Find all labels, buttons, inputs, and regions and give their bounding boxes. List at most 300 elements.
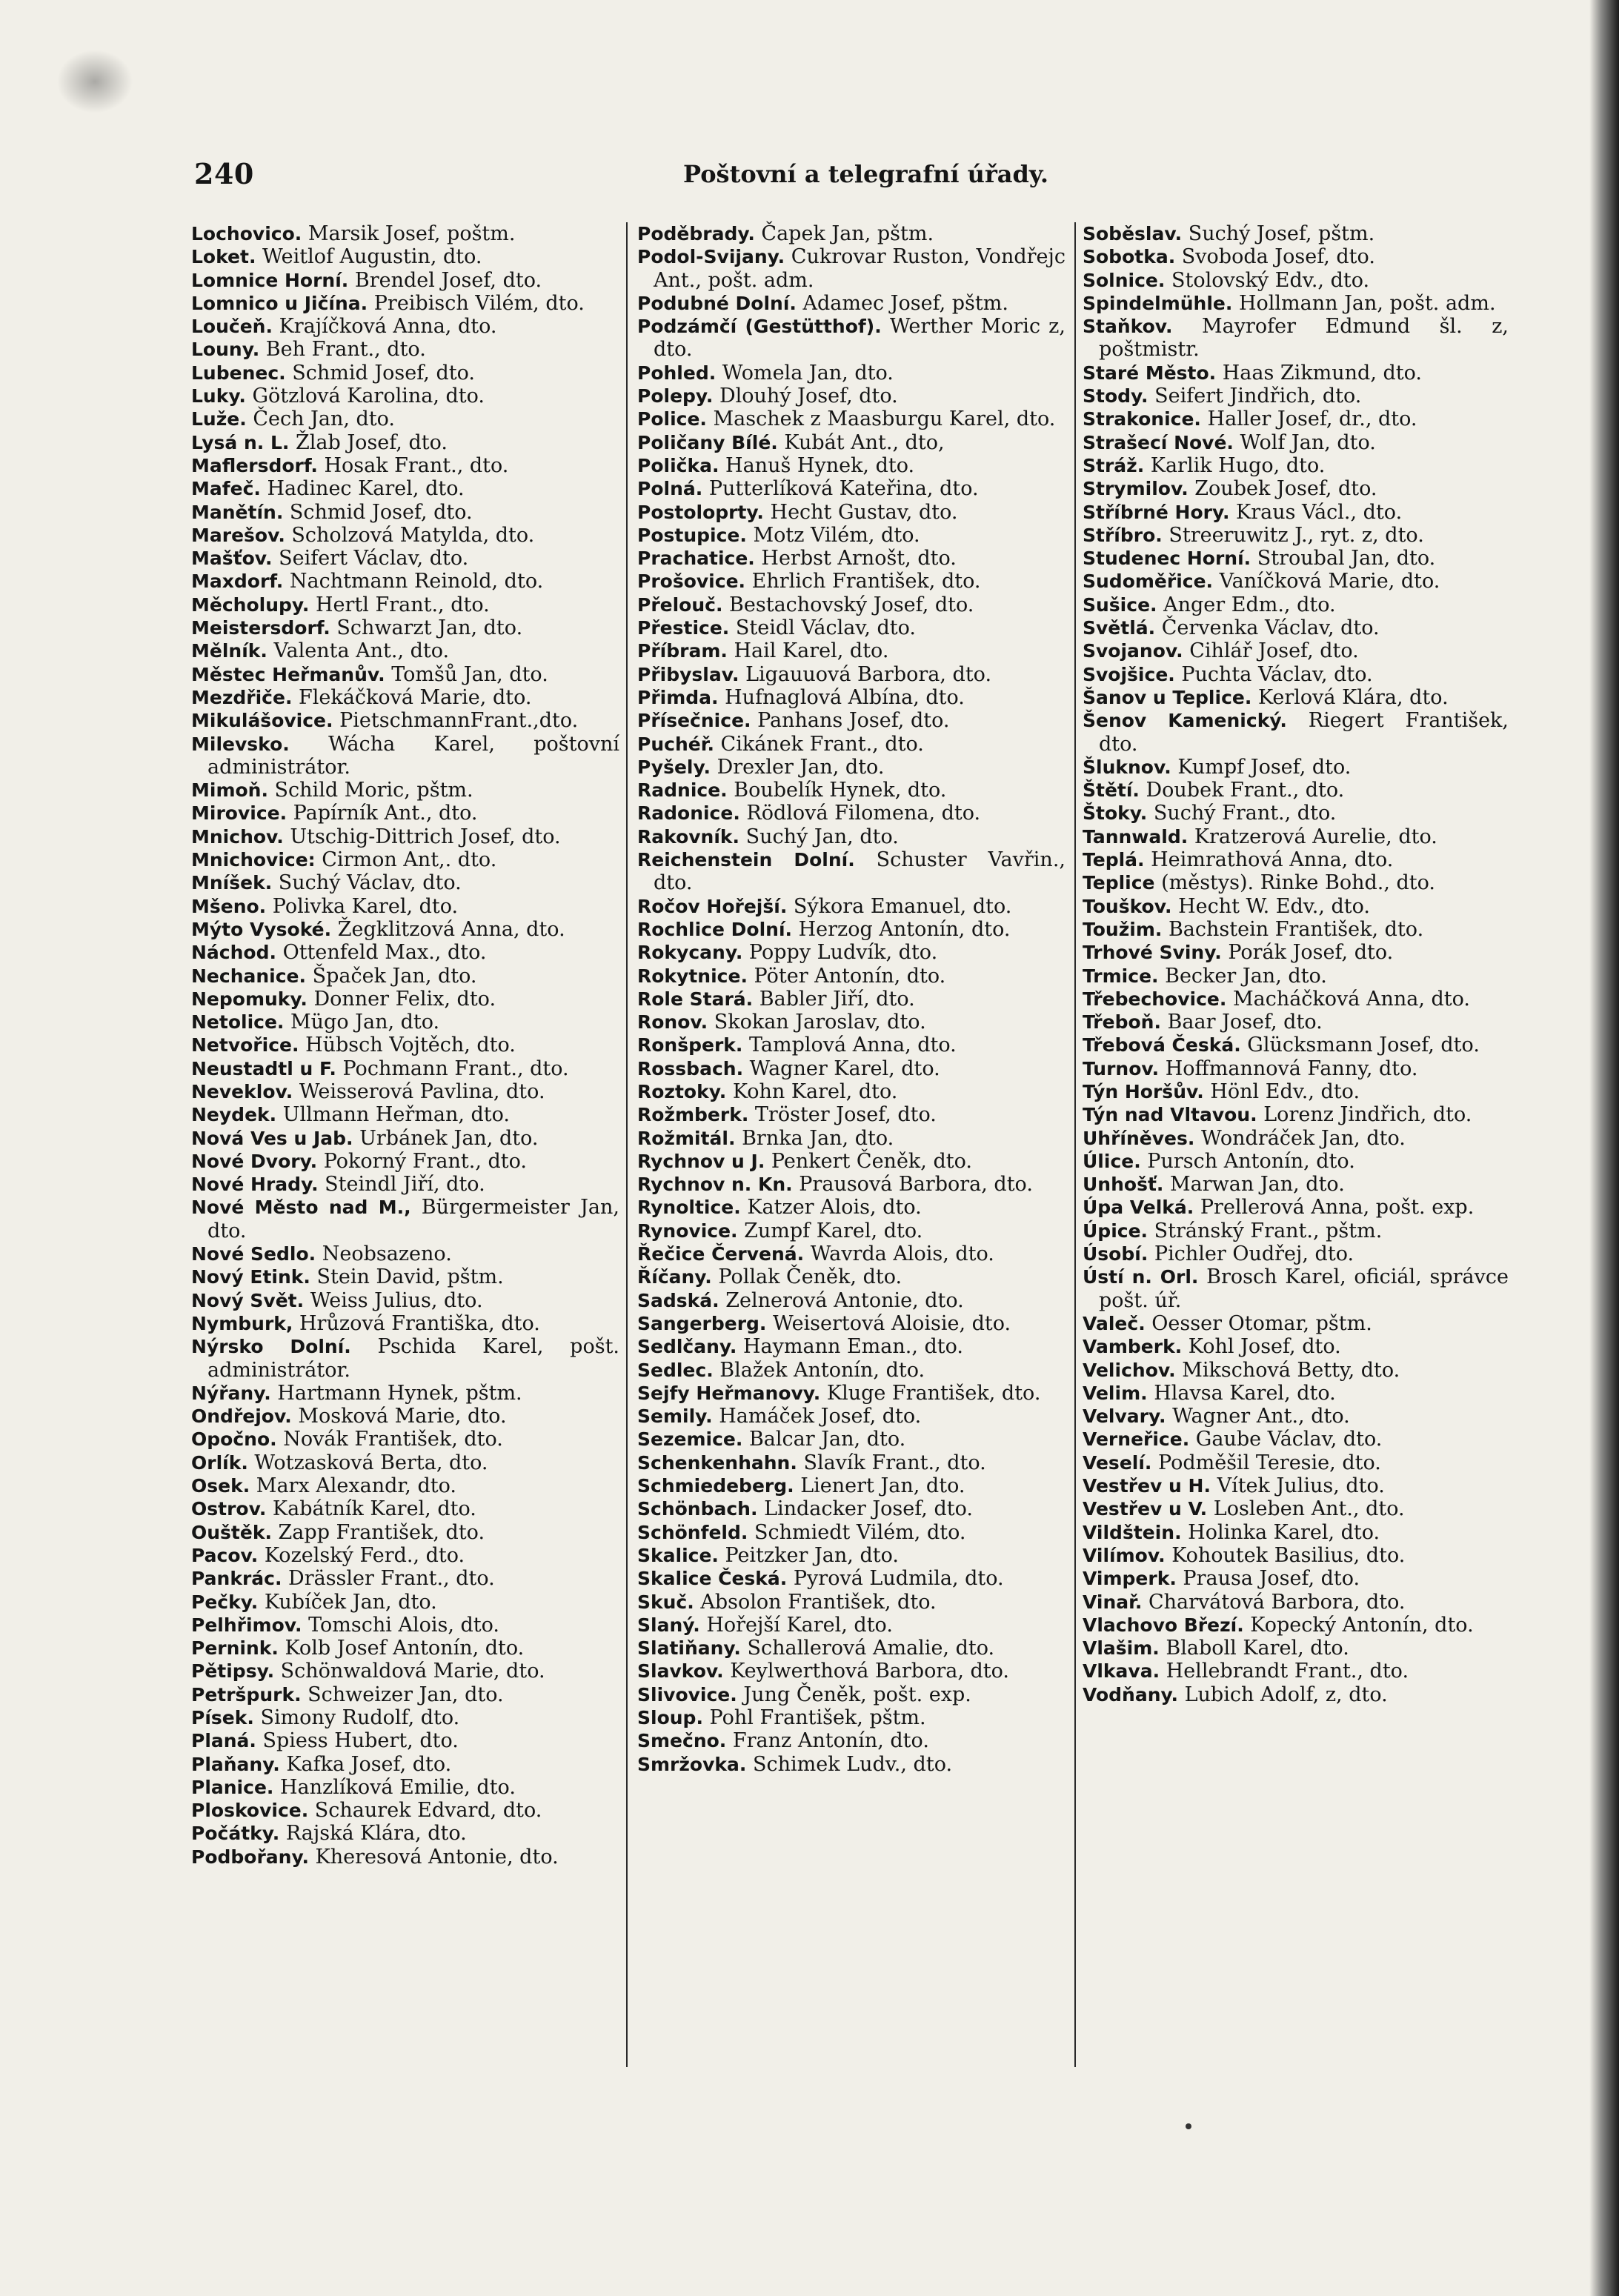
- directory-entry: [637, 1196, 1066, 1219]
- entry-place: Manětín.: [191, 501, 284, 523]
- entry-postmaster: Urbánek Jan, dto.: [353, 1126, 539, 1150]
- entry-postmaster: Suchý Josef, pštm.: [1182, 222, 1375, 245]
- directory-entry: [191, 1591, 619, 1614]
- entry-postmaster: Pyrová Ludmila, dto.: [787, 1567, 1004, 1591]
- entry-postmaster: Peitzker Jan, dto.: [718, 1543, 899, 1567]
- entry-postmaster: Blaboll Karel, dto.: [1159, 1637, 1349, 1660]
- entry-place: Přibyslav.: [637, 663, 739, 685]
- entry-postmaster: Pohl František, pštm.: [702, 1706, 926, 1729]
- entry-postmaster: Riegert František, dto.: [1099, 709, 1515, 756]
- entry-postmaster: Motz Vilém, dto.: [746, 523, 920, 547]
- entry-place: Týn nad Vltavou.: [1083, 1104, 1257, 1126]
- directory-entry: [191, 639, 619, 662]
- entry-postmaster: Bachstein František, dto.: [1162, 917, 1424, 941]
- directory-entry: [1083, 1382, 1509, 1405]
- entry-place: Vlašim.: [1083, 1637, 1160, 1660]
- entry-place: Mafeč.: [191, 478, 261, 500]
- entry-postmaster: Losleben Ant., dto.: [1207, 1497, 1405, 1521]
- directory-entry: [191, 1706, 619, 1729]
- directory-entry: [191, 1567, 619, 1590]
- directory-entry: [191, 1637, 619, 1660]
- directory-entry: [191, 570, 619, 593]
- entry-place: Světlá.: [1083, 617, 1156, 639]
- directory-entry: [1083, 1196, 1509, 1219]
- entry-place: Stříbro.: [1083, 524, 1163, 546]
- entry-postmaster: Skokan Jaroslav, dto.: [708, 1011, 926, 1034]
- entry-postmaster: Marwan Jan, dto.: [1163, 1173, 1345, 1197]
- entry-place: Luže.: [191, 408, 247, 430]
- entry-place: Trhové Sviny.: [1083, 942, 1222, 964]
- entry-postmaster: Polivka Karel, dto.: [266, 894, 459, 918]
- entry-postmaster: Čapek Jan, pštm.: [754, 222, 934, 245]
- entry-place: Úlice.: [1083, 1150, 1141, 1172]
- directory-entry: [191, 1799, 619, 1822]
- entry-postmaster: Maschek z Maasburgu Karel, dto.: [706, 407, 1056, 431]
- entry-postmaster: Puchta Václav, dto.: [1174, 662, 1373, 686]
- entry-postmaster: Suchý Jan, dto.: [739, 825, 899, 848]
- directory-entry: [1083, 1567, 1509, 1590]
- entry-postmaster: Katzer Alois, dto.: [740, 1196, 922, 1219]
- entry-postmaster: Zumpf Karel, dto.: [737, 1219, 923, 1242]
- entry-postmaster: Spiess Hubert, dto.: [256, 1729, 459, 1753]
- directory-entry: [637, 1451, 1066, 1474]
- entry-place: Mirovice.: [191, 802, 287, 825]
- entry-place: Staré Město.: [1083, 362, 1217, 384]
- entry-place: Třebová Česká.: [1083, 1034, 1241, 1057]
- entry-postmaster: Jung Čeněk, pošt. exp.: [737, 1683, 971, 1706]
- entry-place: Podol-Svijany.: [637, 246, 785, 268]
- entry-place: Neveklov.: [191, 1080, 293, 1102]
- directory-entry: [1083, 477, 1509, 500]
- directory-entry: [637, 1521, 1066, 1544]
- entry-place: Milevsko.: [191, 733, 290, 755]
- entry-place: Mikulášovice.: [191, 710, 333, 732]
- entry-postmaster: Schmid Josef, dto.: [283, 500, 473, 524]
- directory-entry: [1083, 1150, 1509, 1173]
- entry-place: Písek.: [191, 1707, 254, 1728]
- directory-entry: [1083, 1497, 1509, 1520]
- entry-place: Osek.: [191, 1475, 250, 1497]
- entry-postmaster: Pochmann Frant., dto.: [336, 1057, 569, 1080]
- directory-entry: [191, 1497, 619, 1520]
- running-title: Poštovní a telegrafní úřady.: [683, 160, 1048, 188]
- entry-postmaster: Mügo Jan, dto.: [284, 1011, 440, 1034]
- entry-postmaster: Putterlíková Kateřina, dto.: [702, 477, 979, 501]
- entry-place: Puchéř.: [637, 733, 714, 755]
- entry-postmaster: Marsik Josef, poštm.: [302, 222, 516, 245]
- entry-postmaster: Tröster Josef, dto.: [748, 1103, 937, 1127]
- entry-postmaster: Hadinec Karel, dto.: [260, 477, 465, 501]
- directory-entry: [1083, 1173, 1509, 1196]
- directory-entry: [637, 663, 1066, 686]
- entry-place: Skalice.: [637, 1544, 719, 1566]
- entry-place: Ondřejov.: [191, 1405, 292, 1428]
- entry-place: Nové Hrady.: [191, 1174, 319, 1196]
- entry-place: Úsobí.: [1083, 1243, 1148, 1265]
- entry-place: Poličany Bílé.: [637, 431, 778, 453]
- directory-entry: [637, 431, 1066, 454]
- directory-entry: [1083, 1521, 1509, 1544]
- entry-place: Neydek.: [191, 1104, 277, 1126]
- directory-entry: [191, 1614, 619, 1637]
- directory-entry: [1083, 385, 1509, 407]
- entry-place: Stříbrné Hory.: [1083, 501, 1230, 523]
- directory-entry: [637, 709, 1066, 732]
- directory-entry: [637, 1219, 1066, 1242]
- entry-postmaster: Špaček Jan, dto.: [306, 964, 477, 988]
- entry-place: Přimda.: [637, 686, 719, 708]
- entry-place: Městec Heřmanův.: [191, 663, 385, 685]
- entry-place: Mnichovice:: [191, 849, 316, 871]
- entry-place: Nepomuky.: [191, 988, 307, 1010]
- entry-place: Nechanice.: [191, 965, 307, 987]
- directory-entry: [637, 639, 1066, 662]
- entry-place: Opočno.: [191, 1428, 277, 1451]
- entry-postmaster: Drässler Frant., dto.: [282, 1567, 495, 1591]
- entry-place: Strašecí Nové.: [1083, 431, 1234, 453]
- entry-place: Radonice.: [637, 802, 740, 825]
- entry-postmaster: Weiss Julius, dto.: [304, 1288, 483, 1312]
- entry-postmaster: Kohl Josef, dto.: [1182, 1335, 1341, 1359]
- directory-entry: [191, 1405, 619, 1428]
- entry-postmaster: Brnka Jan, dto.: [735, 1126, 894, 1150]
- entry-postmaster: Womela Jan, dto.: [716, 361, 894, 385]
- directory-entry: [191, 1521, 619, 1544]
- directory-entry: [1083, 362, 1509, 385]
- entry-postmaster: Hellebrandt Frant., dto.: [1160, 1660, 1409, 1683]
- directory-entry: [637, 362, 1066, 385]
- entry-place: Postoloprty.: [637, 501, 764, 523]
- entry-place: Pernink.: [191, 1637, 279, 1660]
- directory-entry: [1083, 1614, 1509, 1637]
- entry-place: Mezdřiče.: [191, 686, 293, 708]
- entry-place: Rychnov n. Kn.: [637, 1174, 793, 1196]
- entry-place: Mnichov.: [191, 825, 284, 848]
- entry-place: Skuč.: [637, 1591, 694, 1613]
- entry-place: Mýto Vysoké.: [191, 918, 332, 940]
- directory-entry: [191, 686, 619, 709]
- directory-entry: [191, 825, 619, 848]
- entry-postmaster: Stein David, pštm.: [310, 1265, 504, 1289]
- directory-entry: [1083, 593, 1509, 616]
- entry-place: Poděbrady.: [637, 223, 755, 244]
- directory-entry: [1083, 988, 1509, 1011]
- entry-place: Ouštěk.: [191, 1521, 272, 1543]
- entry-place: Šenov Kamenický.: [1083, 710, 1287, 732]
- directory-entry: [191, 477, 619, 500]
- entry-postmaster: Weisserová Pavlina, dto.: [293, 1079, 545, 1103]
- directory-entry: [191, 362, 619, 385]
- directory-entry: [637, 965, 1066, 988]
- entry-postmaster: Hollmann Jan, pošt. adm.: [1232, 291, 1496, 315]
- column-divider: [1074, 222, 1076, 2067]
- directory-entry: [1083, 1660, 1509, 1683]
- entry-place: Slavkov.: [637, 1660, 724, 1683]
- entry-place: Sudoměřice.: [1083, 570, 1214, 593]
- entry-place: Měcholupy.: [191, 593, 310, 616]
- entry-postmaster: Vaníčková Marie, dto.: [1213, 570, 1440, 593]
- directory-entry: [1083, 895, 1509, 918]
- directory-entry: [191, 1382, 619, 1405]
- entry-place: Valeč.: [1083, 1312, 1146, 1334]
- entry-place: Rynoltice.: [637, 1197, 741, 1219]
- directory-entry: [1083, 407, 1509, 430]
- entry-place: Lubenec.: [191, 362, 286, 384]
- directory-entry: [1083, 941, 1509, 964]
- directory-entry: [1083, 1219, 1509, 1242]
- entry-postmaster: Zoubek Josef, dto.: [1188, 477, 1377, 501]
- directory-entry: [1083, 616, 1509, 639]
- entry-postmaster: Herzog Antonín, dto.: [792, 917, 1011, 941]
- directory-entry: [1083, 918, 1509, 941]
- entry-postmaster: Žegklitzová Anna, dto.: [331, 917, 565, 941]
- directory-entry: [1083, 1011, 1509, 1034]
- entry-place: Roztoky.: [637, 1080, 727, 1102]
- entry-place: Skalice Česká.: [637, 1568, 788, 1590]
- directory-entry: [191, 941, 619, 964]
- entry-place: Rochlice Dolní.: [637, 918, 793, 940]
- directory-entry: [637, 1289, 1066, 1312]
- entry-postmaster: Steidl Václav, dto.: [729, 616, 917, 640]
- entry-place: Vildštein.: [1083, 1521, 1182, 1543]
- entry-postmaster: Suchý Frant., dto.: [1147, 802, 1337, 825]
- entry-postmaster: Hamáček Josef, dto.: [712, 1405, 922, 1428]
- directory-entry: [1083, 1637, 1509, 1660]
- entry-place: Říčany.: [637, 1266, 712, 1288]
- entry-postmaster: Kraus Václ., dto.: [1229, 500, 1403, 524]
- entry-place: Teplice: [1083, 872, 1155, 894]
- entry-postmaster: Kubát Ant., dto,: [777, 430, 945, 454]
- directory-entry: [637, 733, 1066, 756]
- entry-postmaster: Lubich Adolf, z, dto.: [1178, 1683, 1388, 1706]
- directory-entry: [1083, 570, 1509, 593]
- directory-entry: [637, 895, 1066, 918]
- entry-place: Turnov.: [1083, 1057, 1160, 1079]
- entry-postmaster: Dlouhý Josef, dto.: [713, 385, 898, 408]
- directory-entry: [637, 315, 1072, 362]
- entry-place: Velichov.: [1083, 1359, 1176, 1381]
- entry-postmaster: Charvátová Barbora, dto.: [1142, 1590, 1406, 1614]
- entry-postmaster: Boubelík Hynek, dto.: [727, 779, 947, 802]
- entry-postmaster: Seifert Václav, dto.: [272, 547, 469, 570]
- entry-postmaster: Flekáčková Marie, dto.: [292, 685, 532, 709]
- entry-place: Soběslav.: [1083, 223, 1183, 244]
- entry-postmaster: Ehrlich František, dto.: [745, 570, 981, 593]
- entry-place: Ostrov.: [191, 1498, 267, 1520]
- entry-postmaster: Haas Zikmund, dto.: [1216, 361, 1423, 385]
- directory-entry: [1083, 1127, 1509, 1150]
- directory-entry: [191, 593, 619, 616]
- entry-postmaster: Doubek Frant., dto.: [1139, 779, 1345, 802]
- entry-place: Verneřice.: [1083, 1428, 1190, 1451]
- entry-place: Řečice Červená.: [637, 1243, 805, 1265]
- entry-postmaster: Gaube Václav, dto.: [1189, 1428, 1383, 1451]
- entry-place: Šluknov.: [1083, 756, 1171, 778]
- directory-entry: [637, 1242, 1066, 1265]
- directory-entry: [1083, 454, 1509, 477]
- directory-entry: [637, 1544, 1066, 1567]
- directory-entry: [1083, 825, 1509, 848]
- entry-postmaster: Kohoutek Basilius, dto.: [1165, 1543, 1406, 1567]
- entry-place: Schönfeld.: [637, 1521, 748, 1543]
- entry-place: Touškov.: [1083, 895, 1172, 917]
- directory-entry: [191, 315, 619, 338]
- entry-place: Schönbach.: [637, 1498, 758, 1520]
- entry-postmaster: Stolovský Edv., dto.: [1165, 268, 1370, 292]
- entry-place: Ročov Hořejší.: [637, 895, 788, 917]
- directory-entry: [1083, 315, 1515, 362]
- entry-postmaster: Simony Rudolf, dto.: [253, 1706, 460, 1729]
- entry-postmaster: Keylwerthová Barbora, dto.: [723, 1660, 1010, 1683]
- directory-entry: [1083, 1057, 1509, 1080]
- entry-postmaster: Streeruwitz J., ryt. z, dto.: [1162, 523, 1424, 547]
- entry-postmaster: Wácha Karel, poštovní administrátor.: [207, 732, 626, 779]
- entry-place: Sezemice.: [637, 1428, 743, 1451]
- directory-entry: [191, 524, 619, 547]
- entry-place: Polná.: [637, 478, 703, 500]
- entry-postmaster: (městys). Rinke Bohd., dto.: [1154, 871, 1436, 895]
- directory-entry: [191, 292, 619, 315]
- entry-postmaster: Novák František, dto.: [276, 1428, 503, 1451]
- entry-postmaster: Kratzerová Aurelie, dto.: [1188, 825, 1437, 848]
- entry-postmaster: Wolf Jan, dto.: [1233, 430, 1376, 454]
- entry-postmaster: Babler Jiří, dto.: [753, 987, 915, 1011]
- entry-postmaster: Schmiedt Vilém, dto.: [748, 1520, 966, 1544]
- directory-entry: [191, 1753, 619, 1776]
- directory-entry: [191, 848, 619, 871]
- directory-entry: [191, 1335, 626, 1382]
- directory-entry: [637, 245, 1072, 292]
- entry-postmaster: Schild Moric, pštm.: [267, 779, 473, 802]
- entry-place: Marešov.: [191, 524, 285, 546]
- entry-place: Sadská.: [637, 1289, 719, 1311]
- entry-place: Stráž.: [1083, 454, 1145, 476]
- entry-postmaster: Sýkora Emanuel, dto.: [787, 894, 1012, 918]
- entry-place: Sušice.: [1083, 593, 1157, 616]
- entry-postmaster: Vítek Julius, dto.: [1210, 1474, 1385, 1498]
- entry-postmaster: Prellerová Anna, pošt. exp.: [1194, 1196, 1475, 1219]
- entry-postmaster: Zelnerová Antonie, dto.: [719, 1288, 964, 1312]
- directory-column-2: [637, 222, 1072, 1776]
- directory-entry: [1083, 269, 1509, 292]
- directory-entry: [637, 1428, 1066, 1451]
- directory-entry: [191, 918, 619, 941]
- entry-postmaster: Kerlová Klára, dto.: [1251, 685, 1449, 709]
- directory-entry: [637, 1359, 1066, 1382]
- entry-place: Rožmberk.: [637, 1104, 749, 1126]
- directory-entry: [637, 593, 1066, 616]
- entry-place: Rynovice.: [637, 1219, 738, 1242]
- entry-postmaster: Hoffmannová Fanny, dto.: [1159, 1057, 1418, 1080]
- entry-postmaster: Holinka Karel, dto.: [1181, 1520, 1380, 1544]
- entry-postmaster: Suchý Václav, dto.: [272, 871, 462, 895]
- entry-postmaster: Tamplová Anna, dto.: [742, 1034, 957, 1057]
- entry-place: Vlachovo Březí.: [1083, 1614, 1244, 1636]
- entry-place: Vilímov.: [1083, 1544, 1166, 1566]
- entry-place: Loket.: [191, 246, 256, 268]
- entry-place: Ronšperk.: [637, 1034, 743, 1057]
- entry-postmaster: Krajíčková Anna, dto.: [272, 315, 497, 339]
- entry-postmaster: Schimek Ludv., dto.: [746, 1752, 953, 1776]
- directory-entry: [1083, 245, 1509, 268]
- directory-entry: [191, 1451, 619, 1474]
- directory-entry: [1083, 1242, 1509, 1265]
- directory-entry: [1083, 709, 1515, 756]
- directory-entry: [1083, 501, 1509, 524]
- directory-entry: [1083, 1265, 1515, 1312]
- entry-place: Reichenstein Dolní.: [637, 849, 855, 871]
- directory-entry: [637, 616, 1066, 639]
- entry-place: Nový Etink.: [191, 1266, 310, 1288]
- directory-entry: [191, 1776, 619, 1799]
- entry-place: Přelouč.: [637, 593, 723, 616]
- directory-entry: [191, 1127, 619, 1150]
- entry-postmaster: Lindacker Josef, dto.: [757, 1497, 973, 1521]
- directory-entry: [637, 1405, 1066, 1428]
- entry-place: Pelhřimov.: [191, 1614, 302, 1636]
- directory-entry: [191, 1150, 619, 1173]
- entry-place: Štětí.: [1083, 779, 1140, 802]
- directory-entry: [1083, 1544, 1509, 1567]
- directory-entry: [1083, 1103, 1509, 1126]
- entry-postmaster: Lienert Jan, dto.: [794, 1474, 965, 1498]
- directory-entry: [191, 1173, 619, 1196]
- entry-place: Rokytnice.: [637, 965, 748, 987]
- entry-postmaster: Schuster Vavřin., dto.: [654, 848, 1072, 895]
- directory-column-1: [191, 222, 626, 1869]
- entry-place: Polička.: [637, 454, 719, 476]
- directory-entry: [191, 222, 619, 245]
- entry-postmaster: Porák Josef, dto.: [1221, 941, 1394, 965]
- entry-place: Ústí n. Orl.: [1083, 1266, 1199, 1288]
- entry-place: Sedlec.: [637, 1359, 714, 1381]
- ink-speck: [1186, 2123, 1191, 2129]
- entry-place: Sloup.: [637, 1707, 703, 1728]
- directory-entry: [191, 407, 619, 430]
- entry-place: Neustadtl u F.: [191, 1057, 336, 1079]
- entry-postmaster: Ottenfeld Max., dto.: [276, 941, 487, 965]
- entry-place: Vestřev u V.: [1083, 1498, 1208, 1520]
- entry-postmaster: Wondráček Jan, dto.: [1194, 1126, 1406, 1150]
- entry-postmaster: Papírník Ant., dto.: [287, 802, 478, 825]
- directory-entry: [637, 407, 1066, 430]
- directory-entry: [191, 871, 619, 894]
- entry-place: Lysá n. L.: [191, 431, 290, 453]
- directory-entry: [191, 895, 619, 918]
- entry-postmaster: Brosch Karel, oficiál, správce pošt. úř.: [1099, 1265, 1515, 1312]
- directory-entry: [637, 756, 1066, 779]
- entry-place: Prachatice.: [637, 548, 755, 570]
- entry-place: Sobotka.: [1083, 246, 1176, 268]
- entry-place: Úpice.: [1083, 1219, 1148, 1242]
- entry-postmaster: Haymann Eman., dto.: [737, 1335, 964, 1359]
- entry-place: Nýrsko Dolní.: [191, 1336, 351, 1358]
- entry-place: Role Stará.: [637, 988, 754, 1010]
- entry-postmaster: Mayrofer Edmund šl. z, poštmistr.: [1099, 315, 1515, 362]
- entry-postmaster: Lorenz Jindřich, dto.: [1257, 1103, 1472, 1127]
- entry-postmaster: Stroubal Jan, dto.: [1251, 547, 1436, 570]
- entry-place: Pyšely.: [637, 756, 711, 778]
- directory-entry: [1083, 1451, 1509, 1474]
- entry-postmaster: Brendel Josef, dto.: [348, 268, 542, 292]
- directory-entry: [637, 1173, 1066, 1196]
- entry-place: Slatiňany.: [637, 1637, 741, 1660]
- entry-postmaster: Werther Moric z, dto.: [654, 315, 1072, 362]
- entry-postmaster: Pichler Oudřej, dto.: [1148, 1242, 1354, 1266]
- entry-postmaster: Balcar Jan, dto.: [742, 1428, 906, 1451]
- entry-place: Rakovník.: [637, 825, 740, 848]
- directory-entry: [191, 245, 619, 268]
